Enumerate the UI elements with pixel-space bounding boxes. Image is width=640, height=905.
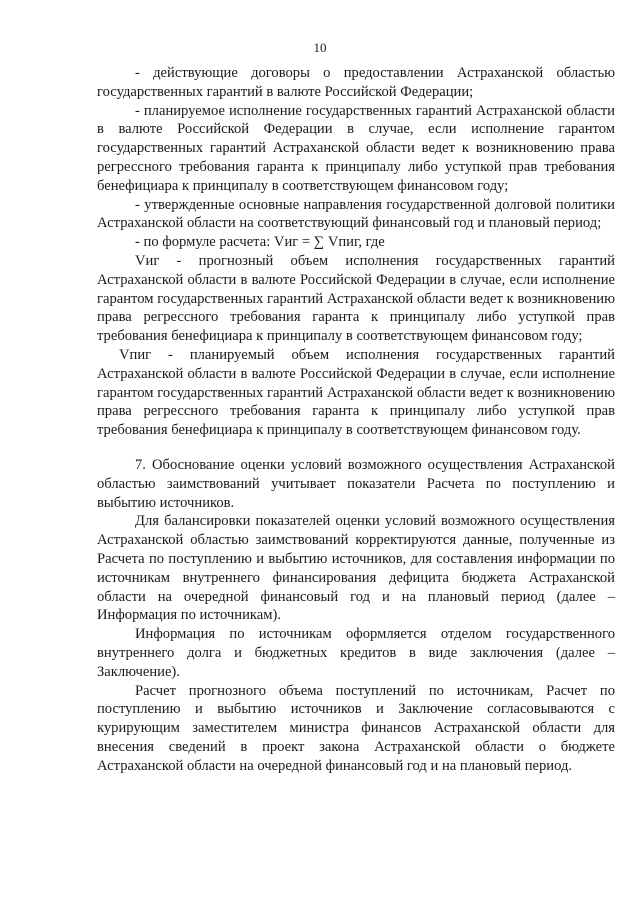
paragraph-debt-policy: - утвержденные основные направления государственной долговой политики Астраханской области на соответствующий финансовый год и плановый период; (97, 196, 615, 232)
paragraph-information: Информация по источникам оформляется отделом государственного внутреннего долга и бюджетных кредитов в виде заключения (далее – Заключение). (97, 626, 615, 680)
document-body (97, 64, 615, 775)
section-spacer (97, 440, 615, 456)
page-number: 10 (313, 40, 327, 55)
paragraph-formula: - по формуле расчета: Vиг = ∑ Vпиг, где (135, 234, 385, 251)
paragraph-balancing: Для балансировки показателей оценки условий возможного осуществления Астраханской областью заимствований корректируются данные, полученные из Расчета по поступлению и выбытию источников, для составления информации по источникам внутреннего финансирования дефицита бюджета Астраханской области на очередной финансовый год и на плановый период (далее – Информация по источникам). (97, 513, 615, 624)
paragraph-vpig-definition: Vпиг - планируемый объем исполнения государственных гарантий Астраханской области в валюте Российской Федерации в случае, если исполнение гарантом государственных гарантий Астраханской области ведет к возникновению права регрессного требования гаранта к принципалу либо уступкой прав требования бенефициара к принципалу в соответствующем финансовом году. (97, 346, 615, 439)
paragraph-section-7: 7. Обоснование оценки условий возможного осуществления Астраханской областью заимствований учитывает показатели Расчета по поступлению и выбытию источников. (97, 456, 615, 511)
paragraph-vig-definition: Vиг - прогнозный объем исполнения государственных гарантий Астраханской области в валюте Российской Федерации в случае, если исполнение гарантом государственных гарантий Астраханской области ведет к возникновению права регрессного требования гаранта к принципалу либо уступкой прав требования бенефициара к принципалу в соответствующем финансовом году; (97, 252, 615, 345)
paragraph-existing-contracts: - действующие договоры о предоставлении Астраханской областью государственных гарантий в валюте Российской Федерации; (97, 65, 615, 100)
paragraph-planned-execution: - планируемое исполнение государственных гарантий Астраханской области в валюте Российской Федерации в случае, если исполнение гарантом государственных гарантий Астраханской области ведет к возникновению права регрессного требования гаранта к принципалу либо уступкой прав требования бенефициара к принципалу в соответствующем финансовом году; (97, 102, 615, 194)
paragraph-approval: Расчет прогнозного объема поступлений по источникам, Расчет по поступлению и выбытию источников и Заключение согласовываются с курирующим заместителем министра финансов Астраханской области для внесения сведений в проект закона Астраханской области о бюджете Астраханской области на очередной финансовый год и на плановый период. (97, 682, 615, 774)
